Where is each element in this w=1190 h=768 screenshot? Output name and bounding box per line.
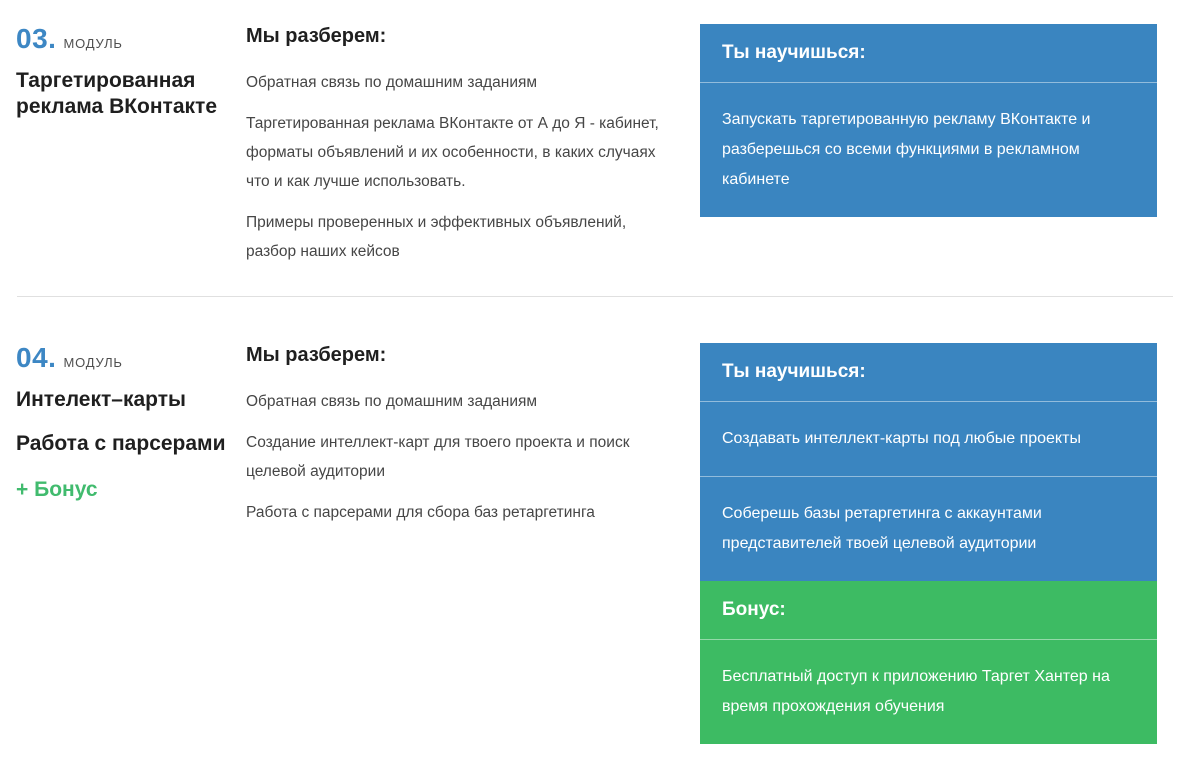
- module-04-cards-column: [700, 343, 1157, 744]
- module-04-number-row: [16, 343, 226, 373]
- module-03-number-row: [16, 24, 226, 54]
- module-03-cards-column: [700, 24, 1157, 217]
- module-03-info-column: [16, 24, 246, 120]
- learn-card-item: Соберешь базы ретаргетинга с аккаунтами представителей твоей целевой аудитории: [700, 476, 1157, 581]
- breakdown-item: Работа с парсерами для сбора баз ретаргетинга: [246, 504, 595, 521]
- module-04-breakdown-column: [246, 343, 700, 527]
- learn-card-item: Создавать интеллект-карты под любые проекты: [700, 401, 1157, 476]
- bonus-card-item: Бесплатный доступ к приложению Таргет Хантер на время прохождения обучения: [700, 639, 1157, 744]
- module-04-info-column: [16, 343, 246, 503]
- module-number: 04.: [16, 342, 57, 373]
- breakdown-item: Создание интеллект-карт для твоего проекта и поиск целевой аудитории: [246, 434, 630, 480]
- module-number-label: МОДУЛЬ: [63, 355, 123, 370]
- learn-card-header: Ты научишься:: [722, 42, 866, 63]
- learn-card-header: Ты научишься:: [722, 361, 866, 382]
- bonus-card: [700, 581, 1157, 744]
- learn-card-item: Запускать таргетированную рекламу ВКонтакте и разберешься со всеми функциями в рекламном кабинете: [700, 82, 1157, 217]
- module-number-label: МОДУЛЬ: [63, 36, 123, 51]
- breakdown-item: Таргетированная реклама ВКонтакте от А до Я - кабинет, форматы объявлений и их особенности, в каких случаях что и как лучше использовать.: [246, 115, 659, 190]
- module-title: Интелект–карты: [16, 388, 186, 411]
- breakdown-item: Обратная связь по домашним заданиям: [246, 393, 538, 410]
- breakdown-item: Обратная связь по домашним заданиям: [246, 74, 538, 91]
- breakdown-heading: Мы разберем:: [246, 344, 387, 366]
- breakdown-item: Примеры проверенных и эффективных объявлений, разбор наших кейсов: [246, 214, 627, 260]
- breakdown-heading: Мы разберем:: [246, 25, 387, 47]
- module-04-section: [0, 297, 1190, 766]
- bonus-card-header: Бонус:: [722, 599, 786, 620]
- bonus-label: + Бонус: [16, 478, 98, 501]
- module-title: Таргетированная реклама ВКонтакте: [16, 69, 217, 118]
- module-03-breakdown-column: [246, 24, 700, 266]
- module-title-2: Работа с парсерами: [16, 432, 226, 455]
- learn-card: [700, 24, 1157, 217]
- learn-card: [700, 343, 1157, 581]
- module-number: 03.: [16, 23, 57, 54]
- module-03-section: [0, 0, 1190, 296]
